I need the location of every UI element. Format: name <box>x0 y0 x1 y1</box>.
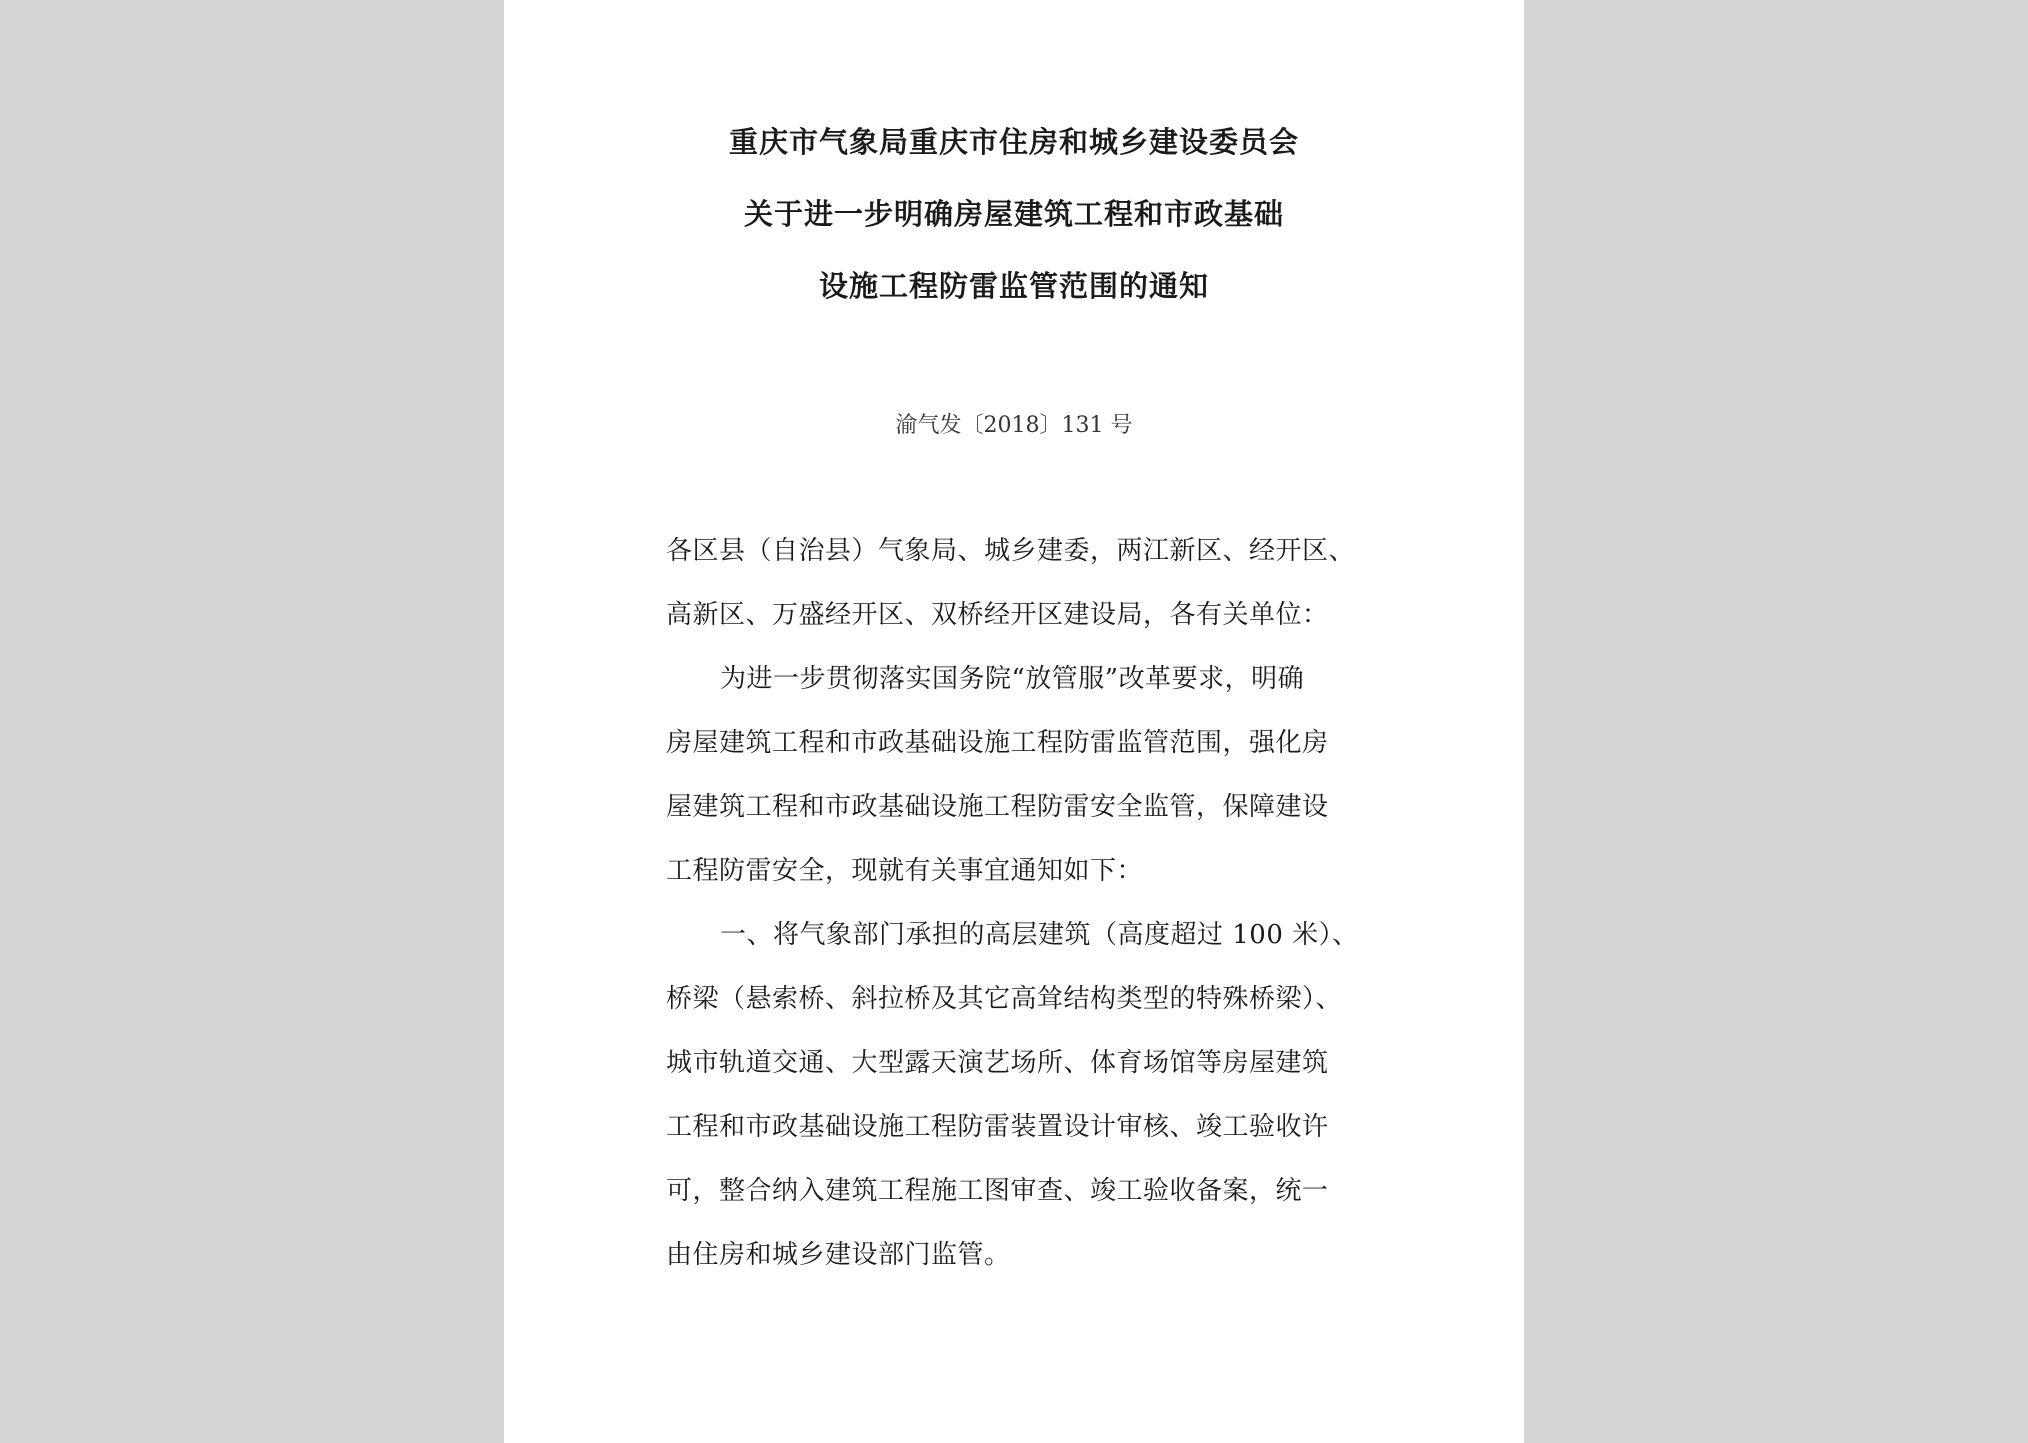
title-line-3: 设施工程防雷监管范围的通知 <box>818 269 1209 303</box>
body-line-1: 各区县（自治县）气象局、城乡建委，两江新区、经开区、 <box>666 536 1356 566</box>
document-page <box>504 0 1524 1443</box>
title-line-1: 重庆市气象局重庆市住房和城乡建设委员会 <box>728 125 1299 159</box>
title-line-2: 关于进一步明确房屋建筑工程和市政基础 <box>743 197 1284 231</box>
body-line-3: 为进一步贯彻落实国务院“放管服”改革要求，明确 <box>720 664 1305 694</box>
body-line-11: 可，整合纳入建筑工程施工图审查、竣工验收备案，统一 <box>666 1176 1329 1206</box>
document-number: 渝气发〔2018〕131 号 <box>895 413 1133 438</box>
body-line-10: 工程和市政基础设施工程防雷装置设计审核、竣工验收许 <box>666 1112 1329 1142</box>
body-line-6: 工程防雷安全，现就有关事宜通知如下： <box>666 856 1144 886</box>
body-line-4: 房屋建筑工程和市政基础设施工程防雷监管范围，强化房 <box>666 728 1329 758</box>
body-line-12: 由住房和城乡建设部门监管。 <box>666 1240 1011 1270</box>
body-line-5: 屋建筑工程和市政基础设施工程防雷安全监管，保障建设 <box>666 792 1329 822</box>
body-line-8: 桥梁（悬索桥、斜拉桥及其它高耸结构类型的特殊桥梁）、 <box>666 984 1343 1014</box>
body-line-2: 高新区、万盛经开区、双桥经开区建设局，各有关单位： <box>666 600 1329 630</box>
body-line-9: 城市轨道交通、大型露天演艺场所、体育场馆等房屋建筑 <box>666 1048 1329 1078</box>
body-line-7: 一、将气象部门承担的高层建筑（高度超过 100 米）、 <box>720 920 1359 950</box>
